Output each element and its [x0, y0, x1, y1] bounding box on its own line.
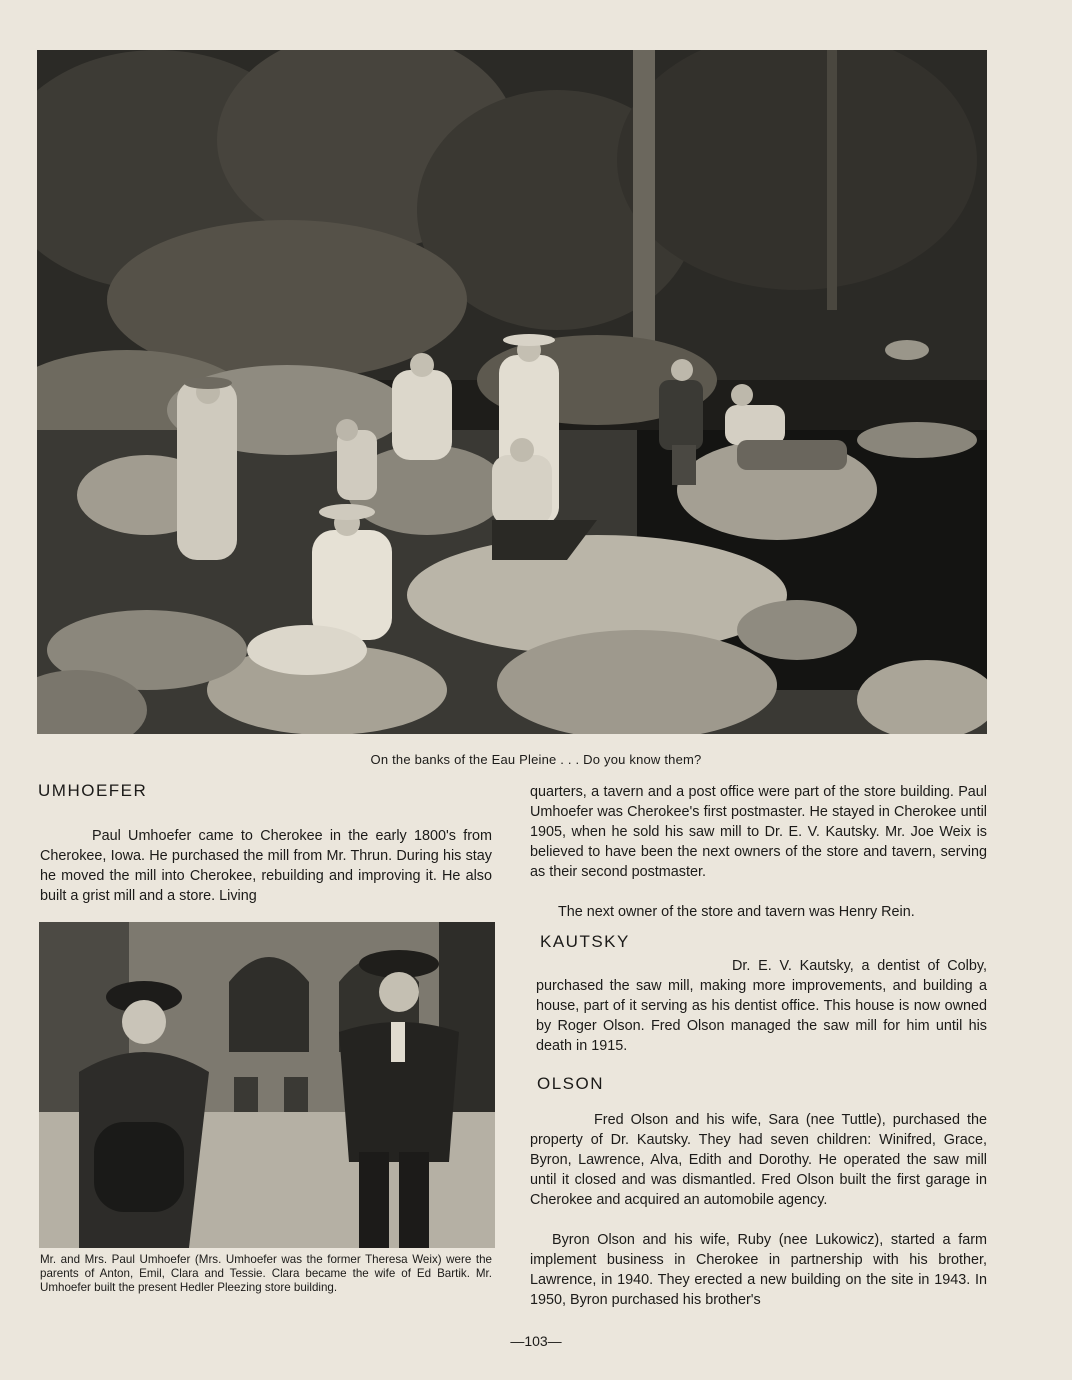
- top-photo-caption: On the banks of the Eau Pleine . . . Do you know them?: [370, 752, 702, 767]
- umhoefer-paragraph-3: The next owner of the store and tavern was Henry Rein.: [558, 904, 915, 920]
- olson-heading: OLSON: [537, 1074, 605, 1093]
- river-group-photo: [37, 50, 987, 734]
- river-group-photo-image: [37, 50, 987, 734]
- kautsky-heading: KAUTSKY: [540, 932, 630, 951]
- olson-paragraph-2: Byron Olson and his wife, Ruby (nee Lukowicz), started a farm implement business in Cherokee in partnership with his brother, Lawrence, in 1940. They erected a new building on the site in 1943. In 1950, Byron purchased his brother's: [530, 1232, 987, 1308]
- kautsky-paragraph-1: Dr. E. V. Kautsky, a dentist of Colby, purchased the saw mill, making more improvements, and building a house, part of it serving as his dentist office. This house is now owned by Roger Olson. Fred Olson managed the saw mill for him until his death in 1915.: [536, 958, 987, 1054]
- umhoefer-paragraph-1: Paul Umhoefer came to Cherokee in the early 1800's from Cherokee, Iowa. He purchased the mill from Mr. Thrun. During his stay he moved the mill into Cherokee, rebuilding and improving it. He also built a grist mill and a store. Living: [40, 828, 492, 904]
- umhoefer-couple-photo: [39, 922, 495, 1248]
- umhoefer-heading: UMHOEFER: [38, 781, 148, 800]
- olson-paragraph-1: Fred Olson and his wife, Sara (nee Tuttle), purchased the property of Dr. Kautsky. They had seven children: Winifred, Grace, Byron, Lawrence, Alva, Edith and Dorothy. He operated the saw mill until it closed and was dismantled. Fred Olson built the first garage in Cherokee and acquired an automobile agency.: [530, 1112, 987, 1208]
- umhoefer-photo-caption: Mr. and Mrs. Paul Umhoefer (Mrs. Umhoefer was the former Theresa Weix) were the parents of Anton, Emil, Clara and Tessie. Clara became the wife of Ed Bartik. Mr. Umhoefer built the present Hedler Pleezing store building.: [40, 1253, 492, 1294]
- page-number: —103—: [510, 1333, 562, 1349]
- umhoefer-couple-photo-image: [39, 922, 495, 1248]
- umhoefer-paragraph-2: quarters, a tavern and a post office were part of the store building. Paul Umhoefer was Cherokee's first postmaster. He stayed in Cherokee until 1905, when he sold his saw mill to Dr. E. V. Kautsky. Mr. Joe Weix is believed to have been the next owners of the store and tavern, serving as their second postmaster.: [530, 784, 987, 880]
